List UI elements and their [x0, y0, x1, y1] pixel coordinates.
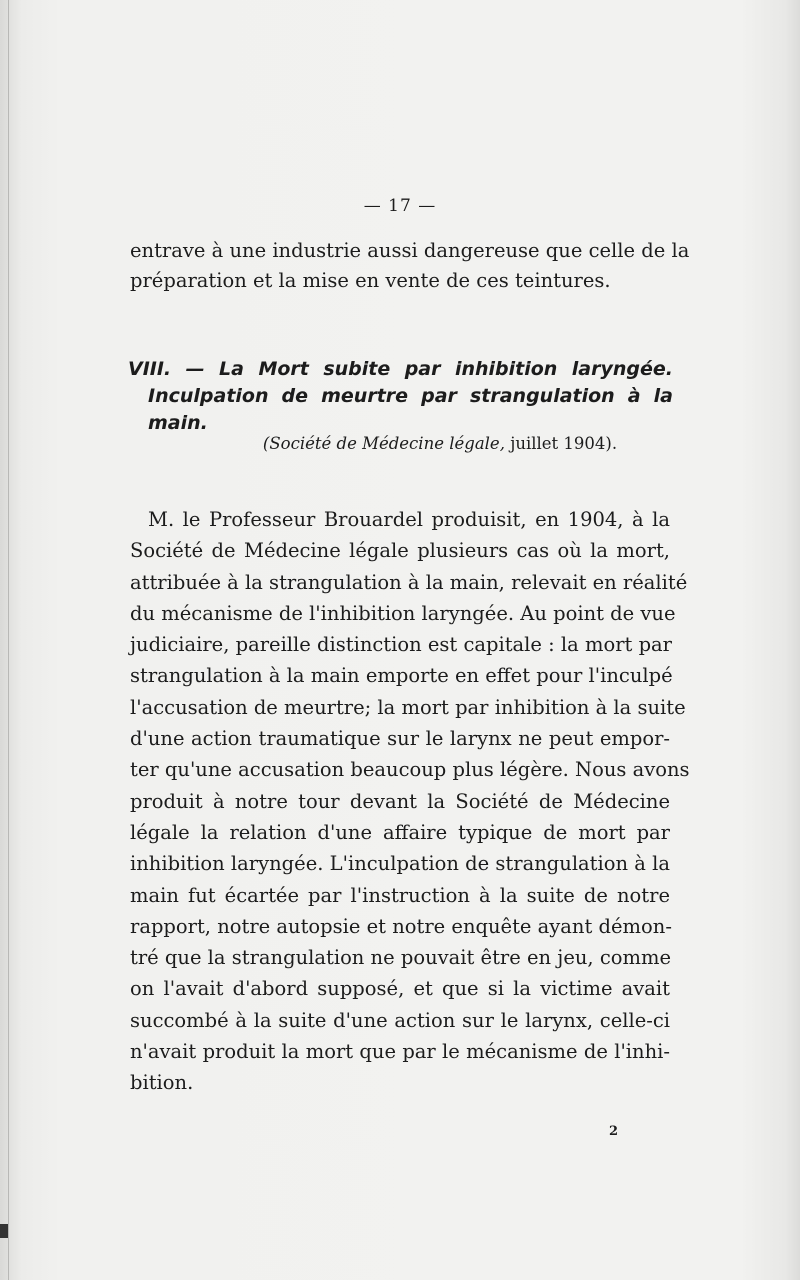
- page-number: — 17 —: [363, 196, 437, 216]
- binding-mark: [0, 1224, 8, 1238]
- text-line: strangulation à la main emporte en effet pour l'inculpé: [130, 664, 673, 688]
- text-line: attribuée à la strangulation à la main, relevait en réalité: [130, 570, 688, 594]
- text-line: main fut écartée par l'instruction à la suite de notre: [130, 883, 670, 907]
- text-line: Société de Médecine légale plusieurs cas où la mort,: [130, 539, 670, 563]
- text-line: entrave à une industrie aussi dangereuse que celle de la: [130, 239, 690, 262]
- citation-society: (Société de Médecine légale,: [262, 434, 505, 453]
- body-paragraph: [130, 504, 690, 1099]
- text-line: ter qu'une accusation beaucoup plus légère. Nous avons: [130, 758, 690, 782]
- text-line: tré que la strangulation ne pouvait être en jeu, comme: [130, 946, 672, 970]
- intro-paragraph: [130, 236, 690, 296]
- text-line: rapport, notre autopsie et notre enquête ayant démon-: [130, 914, 672, 938]
- text-line: d'une action traumatique sur le larynx ne peut empor-: [130, 727, 670, 751]
- text-line: légale la relation d'une affaire typique de mort par: [130, 820, 670, 844]
- text-line: l'accusation de meurtre; la mort par inhibition à la suite: [130, 695, 686, 719]
- source-citation: [0, 434, 800, 453]
- text-line: préparation et la mise en vente de ces teintures.: [130, 269, 611, 292]
- text-line: n'avait produit la mort que par le mécanisme de l'inhi-: [130, 1040, 670, 1064]
- heading-line: main.: [148, 412, 208, 434]
- heading-line: VIII. — La Mort subite par inhibition laryngée.: [128, 358, 673, 380]
- text-line: bition.: [130, 1071, 194, 1095]
- section-heading: [128, 356, 673, 437]
- text-line: succombé à la suite d'une action sur le larynx, celle-ci: [130, 1008, 670, 1032]
- text-line: produit à notre tour devant la Société de Médecine: [130, 789, 670, 813]
- text-line: on l'avait d'abord supposé, et que si la victime avait: [130, 977, 670, 1001]
- citation-date: juillet 1904).: [510, 434, 618, 453]
- text-line: judiciaire, pareille distinction est capitale : la mort par: [130, 633, 673, 657]
- heading-line: Inculpation de meurtre par strangulation à la: [148, 385, 673, 407]
- text-line: M. le Professeur Brouardel produisit, en 1904, à la: [148, 508, 670, 531]
- text-line: du mécanisme de l'inhibition laryngée. Au point de vue: [130, 601, 676, 625]
- signature-mark: 2: [609, 1124, 619, 1139]
- binding-gutter: [8, 0, 9, 1280]
- text-line: inhibition laryngée. L'inculpation de strangulation à la: [130, 852, 670, 876]
